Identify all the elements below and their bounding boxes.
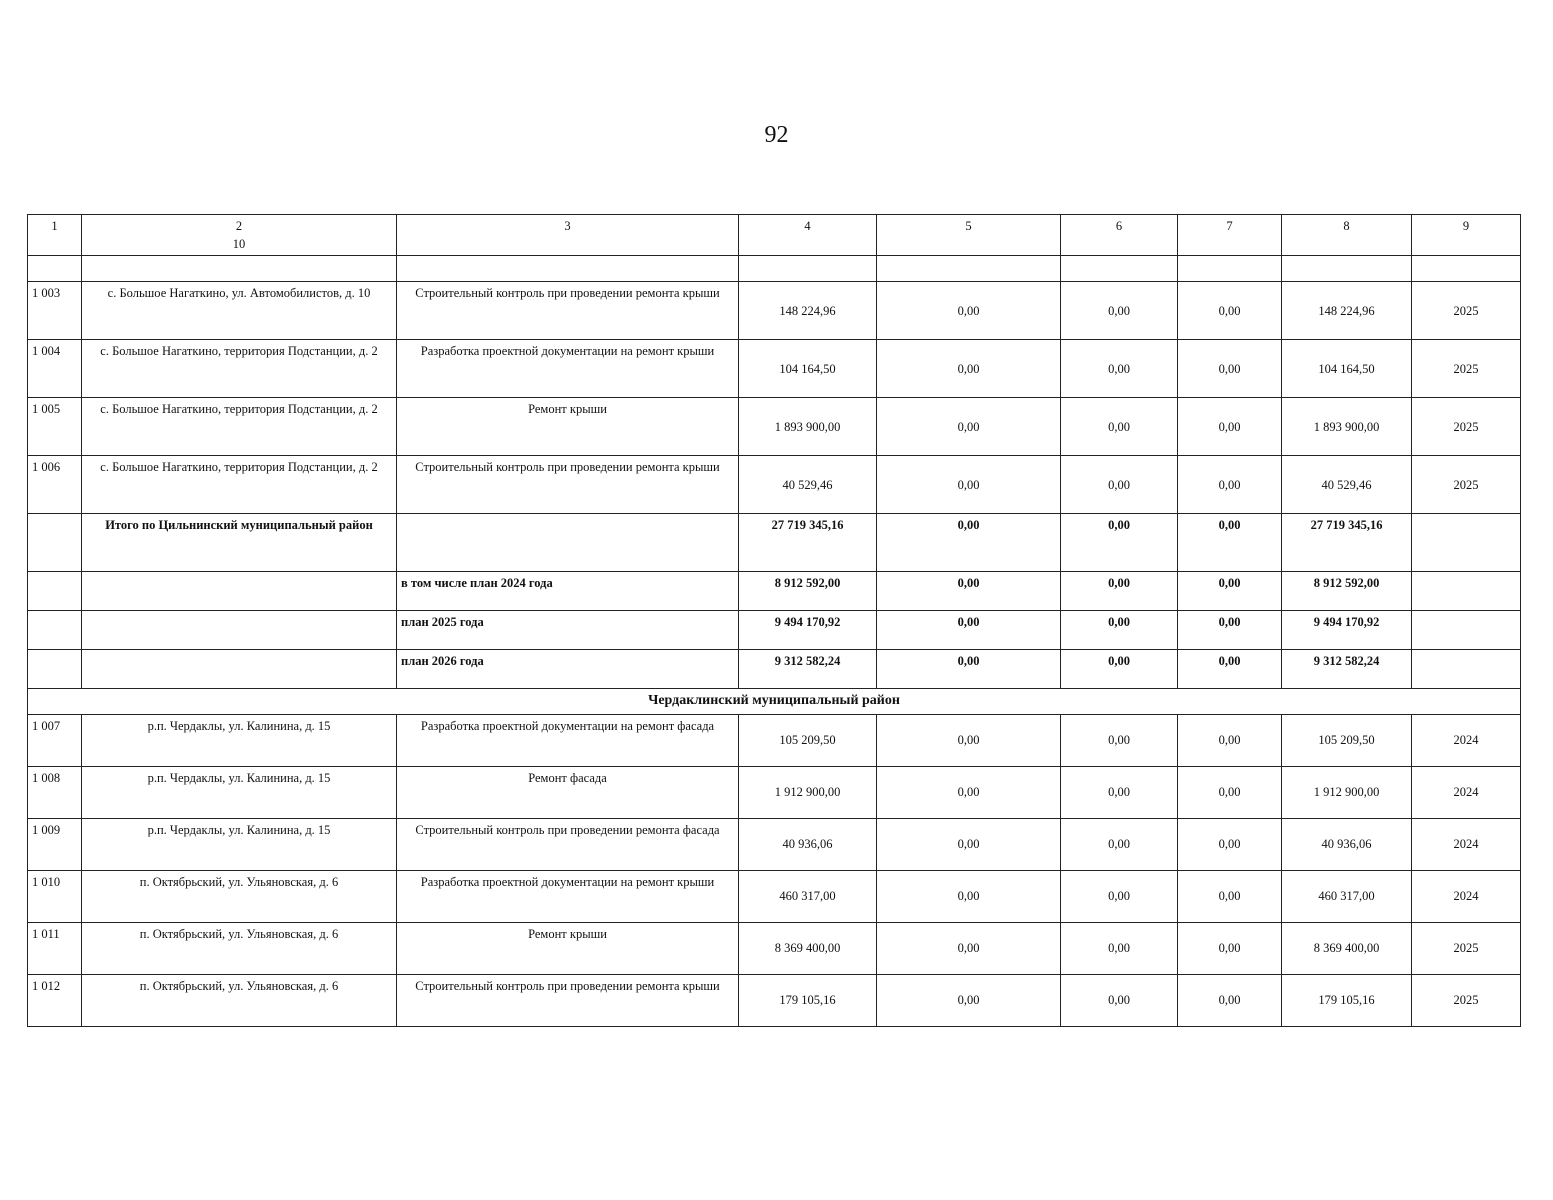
column-number: 9 — [1412, 215, 1521, 256]
table-row — [28, 974, 1521, 1026]
amount-col-6: 0,00 — [1061, 456, 1178, 514]
amount-col-6: 0,00 — [1061, 870, 1178, 922]
total-row — [28, 514, 1521, 572]
amount-col-4: 105 209,50 — [739, 714, 877, 766]
amount-col-6: 0,00 — [1061, 282, 1178, 340]
amount-col-7: 0,00 — [1178, 456, 1282, 514]
amount-col-7: 0,00 — [1178, 922, 1282, 974]
empty-cell — [1412, 611, 1521, 650]
completion-year: 2025 — [1412, 340, 1521, 398]
amount-col-8: 40 529,46 — [1282, 456, 1412, 514]
amount-col-7: 0,00 — [1178, 766, 1282, 818]
amount-col-4: 179 105,16 — [739, 974, 877, 1026]
table-row — [28, 922, 1521, 974]
row-number: 1 011 — [28, 922, 82, 974]
empty-cell — [82, 572, 397, 611]
amount-col-6: 0,00 — [1061, 922, 1178, 974]
table-row — [28, 818, 1521, 870]
amount-col-8: 8 369 400,00 — [1282, 922, 1412, 974]
empty-cell — [1412, 572, 1521, 611]
column-number: 10 — [232, 237, 246, 252]
column-number: 5 — [877, 215, 1061, 256]
empty-cell — [28, 611, 82, 650]
work-type: Ремонт крыши — [397, 398, 739, 456]
column-number: 2 — [235, 219, 243, 233]
amount-col-5: 0,00 — [877, 974, 1061, 1026]
row-number: 1 003 — [28, 282, 82, 340]
amount-col-8: 460 317,00 — [1282, 870, 1412, 922]
amount-col-8: 1 893 900,00 — [1282, 398, 1412, 456]
work-type: Строительный контроль при проведении ремонта крыши — [397, 974, 739, 1026]
amount-col-8: 179 105,16 — [1282, 974, 1412, 1026]
plan-label: план 2026 года — [397, 650, 739, 689]
total-value-7: 0,00 — [1178, 514, 1282, 572]
work-type: Разработка проектной документации на ремонт крыши — [397, 340, 739, 398]
completion-year: 2024 — [1412, 818, 1521, 870]
work-type: Строительный контроль при проведении ремонта крыши — [397, 282, 739, 340]
column-number: 1 — [28, 215, 82, 256]
amount-col-7: 0,00 — [1178, 714, 1282, 766]
object-address: п. Октябрьский, ул. Ульяновская, д. 6 — [82, 870, 397, 922]
object-address: с. Большое Нагаткино, ул. Автомобилистов, д. 10 — [82, 282, 397, 340]
amount-col-4: 1 893 900,00 — [739, 398, 877, 456]
plan-value-5: 0,00 — [877, 650, 1061, 689]
total-value-6: 0,00 — [1061, 514, 1178, 572]
amount-col-4: 460 317,00 — [739, 870, 877, 922]
plan-row — [28, 650, 1521, 689]
amount-col-5: 0,00 — [877, 870, 1061, 922]
completion-year: 2024 — [1412, 870, 1521, 922]
spacer-row — [28, 256, 1521, 282]
column-number: 8 — [1282, 215, 1412, 256]
amount-col-7: 0,00 — [1178, 870, 1282, 922]
amount-col-4: 8 369 400,00 — [739, 922, 877, 974]
plan-value-8: 9 494 170,92 — [1282, 611, 1412, 650]
plan-value-6: 0,00 — [1061, 611, 1178, 650]
table-row — [28, 456, 1521, 514]
column-number: 4 — [739, 215, 877, 256]
amount-col-8: 148 224,96 — [1282, 282, 1412, 340]
repair-plan-table — [27, 214, 1521, 1027]
column-number — [82, 215, 397, 256]
amount-col-7: 0,00 — [1178, 282, 1282, 340]
amount-col-4: 40 529,46 — [739, 456, 877, 514]
row-number: 1 005 — [28, 398, 82, 456]
amount-col-7: 0,00 — [1178, 818, 1282, 870]
amount-col-4: 148 224,96 — [739, 282, 877, 340]
amount-col-8: 105 209,50 — [1282, 714, 1412, 766]
object-address: с. Большое Нагаткино, территория Подстанции, д. 2 — [82, 398, 397, 456]
work-type: Строительный контроль при проведении ремонта крыши — [397, 456, 739, 514]
amount-col-8: 1 912 900,00 — [1282, 766, 1412, 818]
amount-col-4: 104 164,50 — [739, 340, 877, 398]
completion-year: 2025 — [1412, 974, 1521, 1026]
amount-col-7: 0,00 — [1178, 398, 1282, 456]
work-type: Разработка проектной документации на ремонт фасада — [397, 714, 739, 766]
amount-col-6: 0,00 — [1061, 818, 1178, 870]
completion-year: 2025 — [1412, 456, 1521, 514]
object-address: п. Октябрьский, ул. Ульяновская, д. 6 — [82, 974, 397, 1026]
amount-col-5: 0,00 — [877, 456, 1061, 514]
plan-label: в том числе план 2024 года — [397, 572, 739, 611]
object-address: с. Большое Нагаткино, территория Подстанции, д. 2 — [82, 340, 397, 398]
plan-value-5: 0,00 — [877, 572, 1061, 611]
table-row — [28, 714, 1521, 766]
plan-value-7: 0,00 — [1178, 572, 1282, 611]
table-row — [28, 870, 1521, 922]
empty-cell — [82, 611, 397, 650]
amount-col-5: 0,00 — [877, 340, 1061, 398]
amount-col-5: 0,00 — [877, 282, 1061, 340]
amount-col-5: 0,00 — [877, 766, 1061, 818]
amount-col-7: 0,00 — [1178, 974, 1282, 1026]
empty-cell — [28, 650, 82, 689]
plan-value-4: 9 312 582,24 — [739, 650, 877, 689]
amount-col-6: 0,00 — [1061, 766, 1178, 818]
row-number: 1 008 — [28, 766, 82, 818]
column-number: 7 — [1178, 215, 1282, 256]
object-address: р.п. Чердаклы, ул. Калинина, д. 15 — [82, 766, 397, 818]
completion-year: 2024 — [1412, 714, 1521, 766]
work-type: Разработка проектной документации на ремонт крыши — [397, 870, 739, 922]
plan-value-8: 8 912 592,00 — [1282, 572, 1412, 611]
row-number: 1 006 — [28, 456, 82, 514]
work-type: Ремонт фасада — [397, 766, 739, 818]
amount-col-6: 0,00 — [1061, 974, 1178, 1026]
page-number: 92 — [764, 122, 789, 148]
completion-year: 2024 — [1412, 766, 1521, 818]
plan-value-5: 0,00 — [877, 611, 1061, 650]
empty-cell — [28, 572, 82, 611]
plan-row — [28, 611, 1521, 650]
object-address: п. Октябрьский, ул. Ульяновская, д. 6 — [82, 922, 397, 974]
plan-label: план 2025 года — [397, 611, 739, 650]
table-row — [28, 766, 1521, 818]
total-value-5: 0,00 — [877, 514, 1061, 572]
work-type: Строительный контроль при проведении ремонта фасада — [397, 818, 739, 870]
plan-value-4: 8 912 592,00 — [739, 572, 877, 611]
row-number: 1 012 — [28, 974, 82, 1026]
completion-year: 2025 — [1412, 398, 1521, 456]
plan-value-6: 0,00 — [1061, 650, 1178, 689]
plan-value-6: 0,00 — [1061, 572, 1178, 611]
amount-col-6: 0,00 — [1061, 714, 1178, 766]
plan-value-7: 0,00 — [1178, 650, 1282, 689]
object-address: с. Большое Нагаткино, территория Подстанции, д. 2 — [82, 456, 397, 514]
row-number: 1 010 — [28, 870, 82, 922]
table-row — [28, 282, 1521, 340]
column-number: 3 — [397, 215, 739, 256]
amount-col-8: 40 936,06 — [1282, 818, 1412, 870]
amount-col-6: 0,00 — [1061, 340, 1178, 398]
table-row — [28, 340, 1521, 398]
empty-cell — [82, 650, 397, 689]
object-address: р.п. Чердаклы, ул. Калинина, д. 15 — [82, 818, 397, 870]
district-heading: Чердаклинский муниципальный район — [28, 689, 1521, 714]
plan-row — [28, 572, 1521, 611]
plan-value-4: 9 494 170,92 — [739, 611, 877, 650]
amount-col-5: 0,00 — [877, 398, 1061, 456]
amount-col-4: 1 912 900,00 — [739, 766, 877, 818]
plan-value-7: 0,00 — [1178, 611, 1282, 650]
amount-col-4: 40 936,06 — [739, 818, 877, 870]
object-address: р.п. Чердаклы, ул. Калинина, д. 15 — [82, 714, 397, 766]
column-number-header-row — [28, 215, 1521, 256]
column-number: 6 — [1061, 215, 1178, 256]
table-row — [28, 398, 1521, 456]
total-value-8: 27 719 345,16 — [1282, 514, 1412, 572]
total-label: Итого по Цильнинский муниципальный район — [82, 514, 397, 572]
empty-cell — [1412, 650, 1521, 689]
plan-value-8: 9 312 582,24 — [1282, 650, 1412, 689]
amount-col-8: 104 164,50 — [1282, 340, 1412, 398]
row-number: 1 007 — [28, 714, 82, 766]
amount-col-5: 0,00 — [877, 922, 1061, 974]
work-type: Ремонт крыши — [397, 922, 739, 974]
amount-col-6: 0,00 — [1061, 398, 1178, 456]
completion-year: 2025 — [1412, 282, 1521, 340]
row-number: 1 004 — [28, 340, 82, 398]
row-number: 1 009 — [28, 818, 82, 870]
completion-year: 2025 — [1412, 922, 1521, 974]
amount-col-7: 0,00 — [1178, 340, 1282, 398]
amount-col-5: 0,00 — [877, 714, 1061, 766]
amount-col-5: 0,00 — [877, 818, 1061, 870]
total-value-4: 27 719 345,16 — [739, 514, 877, 572]
district-heading-row — [28, 689, 1521, 714]
